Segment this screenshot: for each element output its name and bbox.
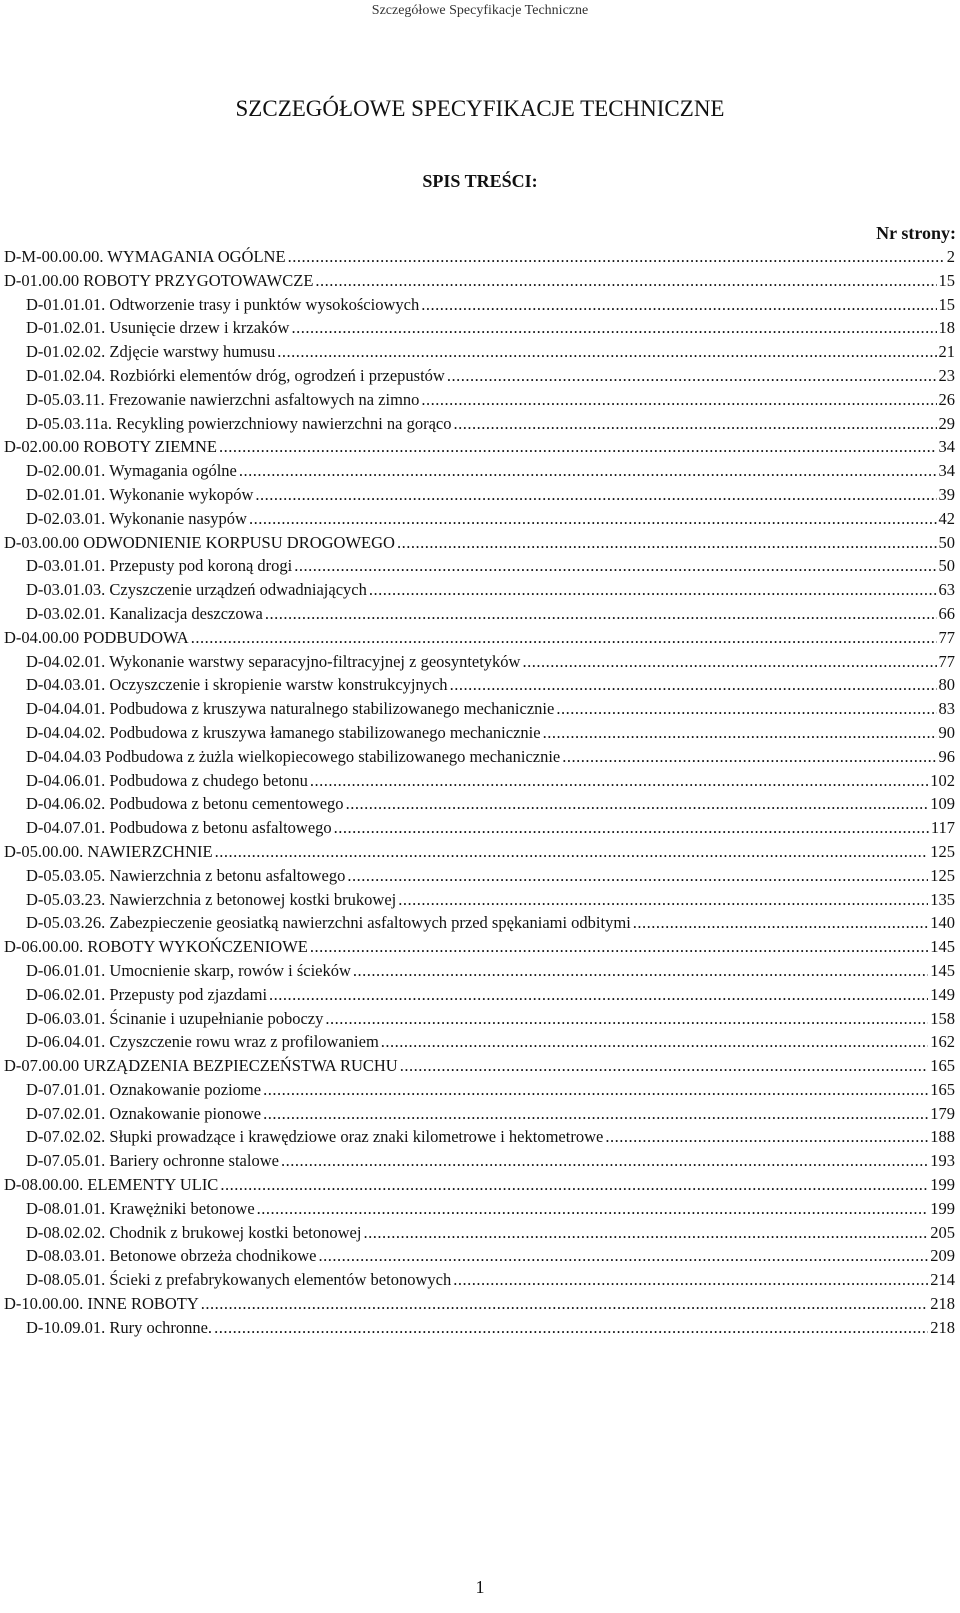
toc-dot-leader	[453, 1268, 928, 1292]
toc-entry[interactable]	[4, 578, 955, 602]
page-column-label: Nr strony:	[876, 223, 956, 243]
toc-entry-page: 63	[938, 580, 955, 600]
toc-entry-page: 125	[930, 865, 955, 885]
toc-entry-page: 50	[938, 556, 955, 576]
toc-entry[interactable]	[4, 1007, 955, 1031]
toc-entry-page: 90	[938, 722, 955, 742]
toc-dot-leader	[454, 412, 937, 436]
toc-dot-leader	[353, 959, 928, 983]
toc-entry-page: 214	[930, 1270, 955, 1290]
toc-entry-title: D-03.00.00 ODWODNIENIE KORPUSU DROGOWEGO	[4, 532, 395, 552]
toc-entry-title: D-04.03.01. Oczyszczenie i skropienie warstw konstrukcyjnych	[26, 675, 448, 695]
toc-entry-page: 15	[938, 270, 955, 290]
toc-entry-title: D-03.01.03. Czyszczenie urządzeń odwadniających	[26, 580, 367, 600]
toc-entry-page: 145	[930, 960, 955, 980]
toc-dot-leader	[398, 888, 928, 912]
toc-dot-leader	[334, 816, 929, 840]
toc-entry[interactable]	[4, 840, 955, 864]
toc-dot-leader	[265, 602, 937, 626]
toc-entry-page: 66	[938, 603, 955, 623]
toc-entry-title: D-06.02.01. Przepusty pod zjazdami	[26, 984, 268, 1004]
toc-dot-leader	[319, 1244, 929, 1268]
toc-entry-title: D-01.00.00 ROBOTY PRZYGOTOWAWCZE	[4, 270, 314, 290]
toc-entry[interactable]	[4, 293, 955, 317]
toc-entry-title: D-08.05.01. Ścieki z prefabrykowanych elementów betonowych	[26, 1270, 452, 1290]
toc-entry-title: D-05.03.26. Zabezpieczenie geosiatką nawierzchni asfaltowych przed spękaniami odbitymi	[26, 913, 631, 933]
toc-dot-leader	[633, 911, 928, 935]
toc-entry[interactable]	[4, 1030, 955, 1054]
toc-entry-title: D-05.03.11a. Recykling powierzchniowy nawierzchni na gorąco	[26, 413, 452, 433]
toc-entry-page: 42	[938, 508, 955, 528]
toc-entry-page: 26	[938, 389, 955, 409]
toc-entry-title: D-08.03.01. Betonowe obrzeża chodnikowe	[26, 1246, 317, 1266]
toc-entry-title: D-07.02.02. Słupki prowadzące i krawędziowe oraz znaki kilometrowe i hektometrowe	[26, 1127, 604, 1147]
toc-entry-page: 77	[938, 651, 955, 671]
toc-entry[interactable]	[4, 673, 955, 697]
toc-entry-title: D-06.04.01. Czyszczenie rowu wraz z profilowaniem	[26, 1032, 379, 1052]
toc-entry-page: 140	[930, 913, 955, 933]
toc-entry[interactable]	[4, 911, 955, 935]
toc-entry[interactable]	[4, 507, 955, 531]
toc-entry[interactable]	[4, 459, 955, 483]
toc-entry-page: 29	[938, 413, 955, 433]
toc-entry[interactable]	[4, 245, 955, 269]
toc-dot-leader	[522, 650, 936, 674]
toc-entry-title: D-01.02.02. Zdjęcie warstwy humusu	[26, 342, 276, 362]
toc-entry-title: D-M-00.00.00. WYMAGANIA OGÓLNE	[4, 247, 286, 266]
toc-entry-title: D-08.01.01. Krawężniki betonowe	[26, 1198, 255, 1218]
toc-dot-leader	[315, 269, 936, 293]
toc-dot-leader	[257, 1197, 929, 1221]
toc-dot-leader	[397, 531, 937, 555]
toc-entry-page: 158	[930, 1008, 955, 1028]
toc-entry-page: 34	[938, 437, 955, 457]
toc-entry[interactable]	[4, 340, 955, 364]
toc-entry-title: D-08.00.00. ELEMENTY ULIC	[4, 1175, 219, 1195]
toc-entry-page: 218	[930, 1294, 955, 1314]
toc-entry[interactable]	[4, 1078, 955, 1102]
toc-dot-leader	[291, 316, 936, 340]
toc-dot-leader	[543, 721, 937, 745]
toc-entry-page: 23	[938, 365, 955, 385]
toc-dot-leader	[605, 1125, 928, 1149]
toc-entry-title: D-06.03.01. Ścinanie i uzupełnianie poboczy	[26, 1008, 324, 1028]
toc-entry-title: D-02.03.01. Wykonanie nasypów	[26, 508, 247, 528]
toc-entry[interactable]	[4, 412, 955, 436]
toc-entry[interactable]	[4, 864, 955, 888]
toc-entry[interactable]	[4, 816, 955, 840]
toc-entry[interactable]	[4, 792, 955, 816]
toc-entry-title: D-05.00.00. NAWIERZCHNIE	[4, 841, 213, 861]
toc-entry[interactable]	[4, 1149, 955, 1173]
toc-entry[interactable]	[4, 888, 955, 912]
toc-entry[interactable]	[4, 1054, 955, 1078]
toc-dot-leader	[447, 364, 937, 388]
toc-entry-page: 149	[930, 984, 955, 1004]
toc-entry-title: D-07.02.01. Oznakowanie pionowe	[26, 1103, 262, 1123]
toc-entry[interactable]	[4, 1102, 955, 1126]
toc-entry[interactable]	[4, 1173, 955, 1197]
toc-entry-page: 162	[930, 1032, 955, 1052]
toc-entry[interactable]	[4, 435, 955, 459]
toc-entry-title: D-07.01.01. Oznakowanie poziome	[26, 1079, 262, 1099]
toc-entry-title: D-02.00.00 ROBOTY ZIEMNE	[4, 437, 217, 457]
toc-dot-leader	[400, 1054, 929, 1078]
toc-entry[interactable]	[4, 1268, 955, 1292]
toc-entry-title: D-10.09.01. Rury ochronne.	[26, 1317, 213, 1337]
toc-entry-page: 209	[930, 1246, 955, 1266]
toc-entry-title: D-05.03.05. Nawierzchnia z betonu asfaltowego	[26, 865, 346, 885]
toc-dot-leader	[325, 1007, 928, 1031]
toc-entry-page: 109	[930, 794, 955, 814]
toc-entry-page: 2	[946, 247, 955, 266]
toc-entry[interactable]	[4, 364, 955, 388]
toc-entry-page: 135	[930, 889, 955, 909]
toc-entry-page: 117	[930, 818, 955, 838]
table-of-contents	[4, 245, 955, 1340]
toc-entry-page: 15	[938, 294, 955, 314]
running-header: Szczegółowe Specyfikacje Techniczne	[371, 3, 589, 18]
toc-dot-leader	[369, 578, 937, 602]
toc-entry-page: 102	[930, 770, 955, 790]
toc-entry-title: D-02.00.01. Wymagania ogólne	[26, 461, 237, 481]
toc-entry-page: 80	[938, 675, 955, 695]
toc-entry-page: 50	[938, 532, 955, 552]
toc-entry-title: D-03.01.01. Przepusty pod koroną drogi	[26, 556, 293, 576]
toc-entry[interactable]	[4, 626, 955, 650]
toc-dot-leader	[201, 1292, 928, 1316]
toc-entry[interactable]	[4, 935, 955, 959]
toc-entry[interactable]	[4, 1221, 955, 1245]
toc-dot-leader	[281, 1149, 928, 1173]
toc-entry-title: D-05.03.23. Nawierzchnia z betonowej kostki brukowej	[26, 889, 397, 909]
toc-entry[interactable]	[4, 745, 955, 769]
toc-entry-page: 218	[930, 1317, 955, 1337]
toc-entry-title: D-04.06.02. Podbudowa z betonu cementowego	[26, 794, 344, 814]
toc-entry[interactable]	[4, 388, 955, 412]
toc-entry[interactable]	[4, 602, 955, 626]
toc-entry-page: 39	[938, 484, 955, 504]
toc-dot-leader	[421, 388, 936, 412]
toc-entry-page: 77	[938, 627, 955, 647]
toc-entry[interactable]	[4, 531, 955, 555]
toc-dot-leader	[263, 1078, 928, 1102]
toc-entry-title: D-05.03.11. Frezowanie nawierzchni asfaltowych na zimno	[26, 389, 420, 409]
toc-entry[interactable]	[4, 1125, 955, 1149]
toc-entry-title: D-04.07.01. Podbudowa z betonu asfaltowego	[26, 818, 332, 838]
toc-entry-page: 165	[930, 1079, 955, 1099]
toc-dot-leader	[347, 864, 928, 888]
toc-entry-title: D-07.00.00 URZĄDZENIA BEZPIECZEŃSTWA RUCHU	[4, 1056, 398, 1076]
toc-entry-title: D-10.00.00. INNE ROBOTY	[4, 1294, 199, 1314]
toc-entry-page: 199	[930, 1198, 955, 1218]
toc-entry-title: D-04.04.02. Podbudowa z kruszywa łamanego stabilizowanego mechanicznie	[26, 722, 541, 742]
toc-dot-leader	[556, 697, 936, 721]
toc-dot-leader	[269, 983, 928, 1007]
toc-dot-leader	[421, 293, 936, 317]
toc-entry[interactable]	[4, 554, 955, 578]
toc-entry-page: 145	[930, 937, 955, 957]
toc-heading: SPIS TREŚCI:	[422, 171, 538, 191]
toc-entry-page: 193	[930, 1151, 955, 1171]
toc-entry[interactable]	[4, 316, 955, 340]
toc-entry-title: D-04.02.01. Wykonanie warstwy separacyjno-filtracyjnej z geosyntetyków	[26, 651, 521, 671]
toc-entry[interactable]	[4, 721, 955, 745]
toc-entry-page: 21	[938, 342, 955, 362]
toc-entry-title: D-02.01.01. Wykonanie wykopów	[26, 484, 254, 504]
toc-entry-title: D-04.00.00 PODBUDOWA	[4, 627, 189, 647]
toc-entry-page: 165	[930, 1056, 955, 1076]
toc-dot-leader	[381, 1030, 928, 1054]
toc-dot-leader	[277, 340, 936, 364]
toc-entry-title: D-07.05.01. Bariery ochronne stalowe	[26, 1151, 279, 1171]
toc-entry-page: 179	[930, 1103, 955, 1123]
toc-entry-title: D-01.01.01. Odtworzenie trasy i punktów wysokościowych	[26, 294, 420, 314]
toc-dot-leader	[214, 1316, 928, 1340]
toc-entry-page: 83	[938, 699, 955, 719]
toc-dot-leader	[219, 435, 937, 459]
toc-entry-title: D-01.02.04. Rozbiórki elementów dróg, ogrodzeń i przepustów	[26, 365, 445, 385]
toc-entry-page: 96	[938, 746, 955, 766]
toc-entry[interactable]	[4, 697, 955, 721]
toc-dot-leader	[294, 554, 936, 578]
toc-entry-page: 34	[938, 461, 955, 481]
toc-entry[interactable]	[4, 983, 955, 1007]
toc-entry-page: 188	[930, 1127, 955, 1147]
toc-entry[interactable]	[4, 1316, 955, 1340]
toc-entry-title: D-04.04.01. Podbudowa z kruszywa naturalnego stabilizowanego mechanicznie	[26, 699, 555, 719]
toc-dot-leader	[215, 840, 929, 864]
toc-dot-leader	[263, 1102, 928, 1126]
toc-entry[interactable]	[4, 483, 955, 507]
toc-entry-title: D-08.02.02. Chodnik z brukowej kostki betonowej	[26, 1222, 362, 1242]
toc-entry-title: D-06.01.01. Umocnienie skarp, rowów i ścieków	[26, 960, 351, 980]
toc-dot-leader	[191, 626, 937, 650]
toc-dot-leader	[249, 507, 937, 531]
toc-entry-page: 18	[938, 318, 955, 338]
toc-dot-leader	[288, 245, 945, 269]
toc-dot-leader	[346, 792, 929, 816]
toc-entry[interactable]	[4, 1197, 955, 1221]
toc-entry-title: D-04.06.01. Podbudowa z chudego betonu	[26, 770, 308, 790]
toc-entry-title: D-03.02.01. Kanalizacja deszczowa	[26, 603, 263, 623]
document-title: SZCZEGÓŁOWE SPECYFIKACJE TECHNICZNE	[235, 96, 725, 121]
toc-dot-leader	[310, 769, 928, 793]
toc-entry-page: 205	[930, 1222, 955, 1242]
toc-entry[interactable]	[4, 1292, 955, 1316]
toc-entry-title: D-01.02.01. Usunięcie drzew i krzaków	[26, 318, 290, 338]
toc-dot-leader	[450, 673, 937, 697]
toc-entry-title: D-04.04.03 Podbudowa z żużla wielkopiecowego stabilizowanego mechanicznie	[26, 746, 561, 766]
toc-entry[interactable]	[4, 269, 955, 293]
toc-dot-leader	[310, 935, 928, 959]
toc-entry-page: 199	[930, 1175, 955, 1195]
toc-dot-leader	[239, 459, 937, 483]
toc-entry[interactable]	[4, 959, 955, 983]
toc-dot-leader	[562, 745, 936, 769]
toc-entry-page: 125	[930, 841, 955, 861]
toc-entry[interactable]	[4, 650, 955, 674]
toc-dot-leader	[220, 1173, 928, 1197]
toc-dot-leader	[255, 483, 936, 507]
toc-entry[interactable]	[4, 769, 955, 793]
toc-entry-title: D-06.00.00. ROBOTY WYKOŃCZENIOWE	[4, 937, 308, 957]
toc-dot-leader	[363, 1221, 928, 1245]
page-number: 1	[475, 1577, 485, 1597]
toc-entry[interactable]	[4, 1244, 955, 1268]
